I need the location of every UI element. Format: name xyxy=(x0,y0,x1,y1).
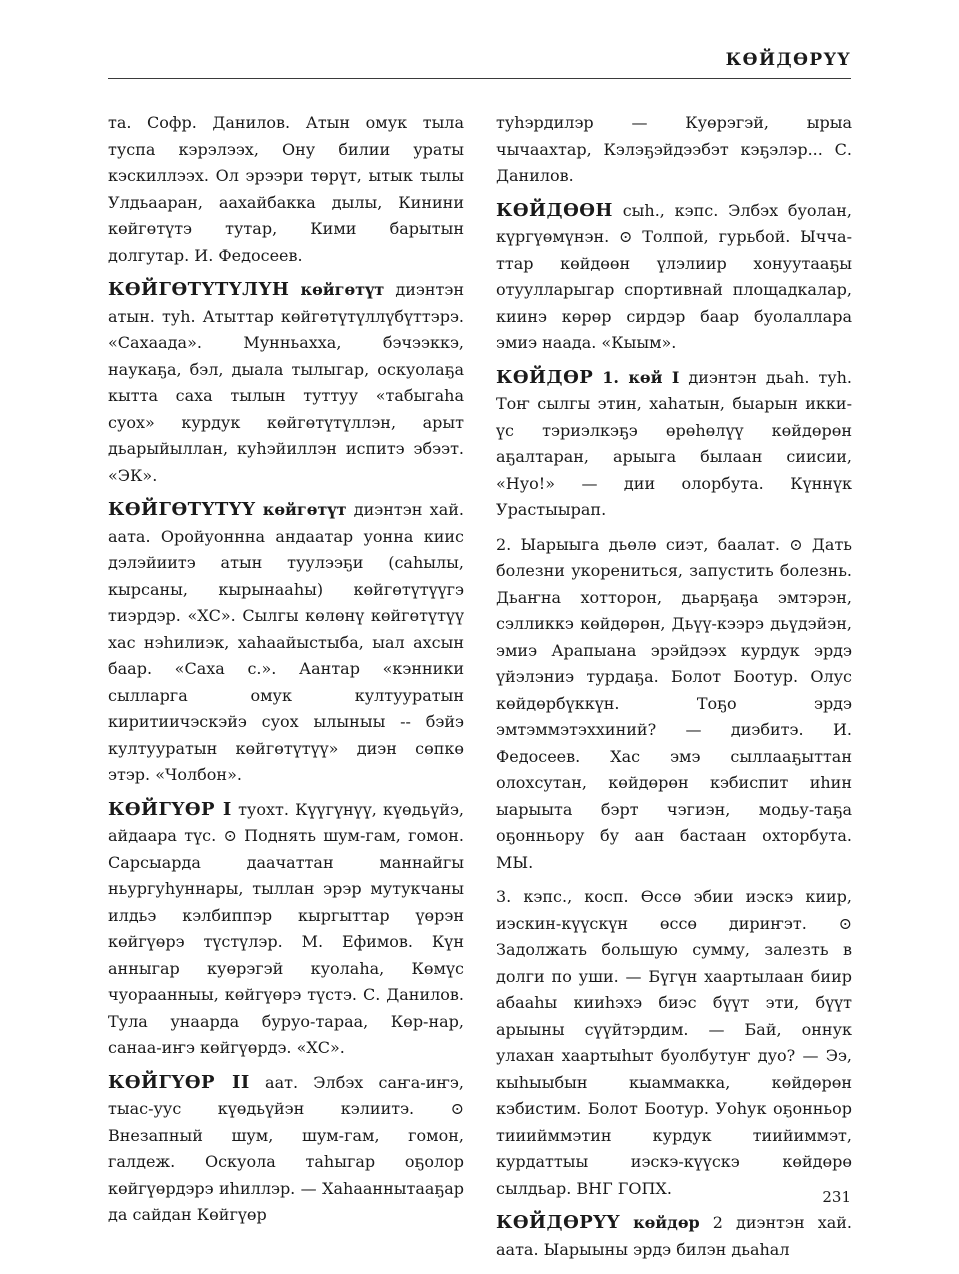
left-column xyxy=(108,110,464,1237)
dictionary-entry xyxy=(496,532,852,877)
dictionary-entry xyxy=(496,884,852,1202)
dictionary-entry xyxy=(108,497,464,789)
running-head: КӨЙДӨРҮҮ xyxy=(725,50,851,70)
dictionary-entry xyxy=(496,1210,852,1263)
right-column xyxy=(496,110,852,1271)
entry-text: диэнтэн хай. аата. Оройуоннна андаатар уонна киис дэлэйиитэ атын туулээҕи (саһылы, кырсаны, кырынааһы) көйгөтүтүүгэ тиэрдэр. «ХС». Сылгы көлөнү көйгөтүтүү хас нэһилиэк, хаһаайыстыба, ыал ахсын баар. «Саха с.». Аантар «кэнники сылларга омук култууратын киритиичэскэйэ суох ылыныы -- бэйэ култууратын көйгөтүтүү» диэн сөпкө этэр. «Чолбон». xyxy=(108,500,464,784)
entry-text: диэнтэн атын. туһ. Атыттар көйгөтүтүллүбүттэрэ. «Сахаада». Мунньахха, бэчээккэ, наукаҕа, бэл, дыала тылыгар, оскуолаҕа кытта саха тылын туттуу «табыгаһа суох» курдук көйгөтүтүллэн, арыт дьарыйыллан, куһэйиллэн испитэ эбээт. «ЭК». xyxy=(108,280,464,485)
entry-headword: КӨЙГӨТҮТҮЛҮН xyxy=(108,279,290,300)
entry-text: туһэрдилэр — Куөрэгэй, ырыа чычаахтар, Кэлэҕэйдээбэт кэҕэлэр... С. Данилов. xyxy=(496,113,852,185)
entry-text: аат. Элбэх саҥа-иҥэ, тыас-уус күөдьүйэн кэлиитэ. ⊙ Внезапный шум, шум-гам, гомон, галдеж. Оскуола таһыгар оҕолор көйгүөрдэрэ иһиллэр. — Хаһааннытааҕар да сайдан Көйгүөр xyxy=(108,1072,464,1224)
entry-grammar: 1. көй I xyxy=(602,367,680,387)
entry-headword: КӨЙГҮӨР I xyxy=(108,798,232,820)
dictionary-entry xyxy=(108,1070,464,1229)
entry-headword: КӨЙГҮӨР II xyxy=(108,1071,250,1093)
entry-text: та. Софр. Данилов. Атын омук тыла туспа кэрэлээх, Ону билии ураты кэскиллээх. Ол эрээри төрүт, ытык тылы Улдьааран, аахайбакка дылы, Кинини көйгөтүтэ тутар, Кими барытын долгутар. И. Федосеев. xyxy=(108,113,464,265)
dictionary-entry xyxy=(108,797,464,1062)
dictionary-entry xyxy=(496,365,852,524)
entry-grammar: көйгөтүт xyxy=(262,500,347,519)
entry-text: 2 диэнтэн хай. аата. Ыарыыны эрдэ билэн дьаһал xyxy=(496,1213,853,1259)
entry-headword: КӨЙДӨРҮҮ xyxy=(496,1212,620,1233)
dictionary-entry xyxy=(108,277,464,489)
entry-headword: КӨЙДӨР xyxy=(496,366,594,388)
page-number: 231 xyxy=(822,1188,851,1206)
dictionary-entry xyxy=(108,110,464,269)
entry-grammar: көйгөтүт xyxy=(300,280,385,299)
entry-headword: КӨЙГӨТҮТҮҮ xyxy=(108,499,256,520)
entry-text: 2. Ыарыыга дьөлө сиэт, баалат. ⊙ Дать болезни укорениться, запустить болезнь. Дьаҥна хотторон, дьарҕаҕа эмтэрэн, сэлликкэ көйдөрөн, Дьүү-кээрэ дьүдэйэн, эмиэ Арапыана эрэйдээх курдук эрдэ үйэлэниэ турдаҕа. Болот Боотур. Олус көйдөрбүккүн. Тоҕо эрдэ эмтэммэтэххиний? — диэбитэ. И. Федосеев. Хас эмэ сыллааҕыттан олохсутан, көйдөрөн кэбиспит иһин ыарыыта бэрт чэгиэн, модьу-таҕа оҕонньору бу аан бастаан охторбута. МЫ. xyxy=(496,534,852,872)
entry-text: сыһ., кэпс. Элбэх буолан, күргүөмүнэн. ⊙ Толпой, гурьбой. Ыччаттар көйдөөн үлэлиир хонуутааҕы отуулларыгар спортивнай площадкалар, киинэ көрөр сирдэр баар буолаллара эмиэ наада. «Кыым». xyxy=(496,200,852,352)
header-rule xyxy=(108,78,851,79)
entry-text: диэнтэн дьаһ. туһ. Тоҥ сылгы этин, хаһатын, быарын икки-үс тэриэлкэҕэ өрөһөлүү көйдөрөн аҕалтаран, арыыга былаан сиисии, «Нуо!» — дии олорбута. Күннүк Урастыырап. xyxy=(496,367,853,519)
entry-text: туохт. Күүгүнүү, күөдьүйэ, айдаара түс. ⊙ Поднять шум-гам, гомон. Сарсыарда даачаттан маннайгы ньургуһуннары, тыллан эрэр мутукчаны илдьэ кэлбиппэр кыргыттар үөрэн көйгүөрэ түстүлэр. М. Ефимов. Күн анныгар куөрэгэй куолаһа, Көмүс чуораанныы, көйгүөрэ түстэ. С. Данилов. Тула унаарда буруо-тараа, Көр-нар, санаа-иҥэ көйгүөрдэ. «ХС». xyxy=(108,799,464,1057)
entry-text: 3. кэпс., косп. Өссө эбии иэскэ киир, иэскин-күүскүн өссө дириҥэт. ⊙ Задолжать большую сумму, залезть в долги по уши. — Бүгүн хаартылаан биир абааһы кииһэхэ биэс бүүт эти, бүүт арыыны сүүйтэрдим. — Бай, оннук улахан хаартыһыт буолбутуҥ дуо? — Ээ, кыһыыбын кыаммакка, көйдөрөн кэбистим. Болот Боотур. Уоһук оҕонньор тииийммэтин курдук тиийиммэт, курдаттыы иэскэ-күүскэ көйдөрө сылдьар. ВНГ ГОПХ. xyxy=(496,887,852,1198)
dictionary-entry xyxy=(496,110,852,190)
entry-grammar: көйдөр xyxy=(633,1213,700,1232)
dictionary-entry xyxy=(496,198,852,357)
entry-headword: КӨЙДӨӨН xyxy=(496,199,613,221)
